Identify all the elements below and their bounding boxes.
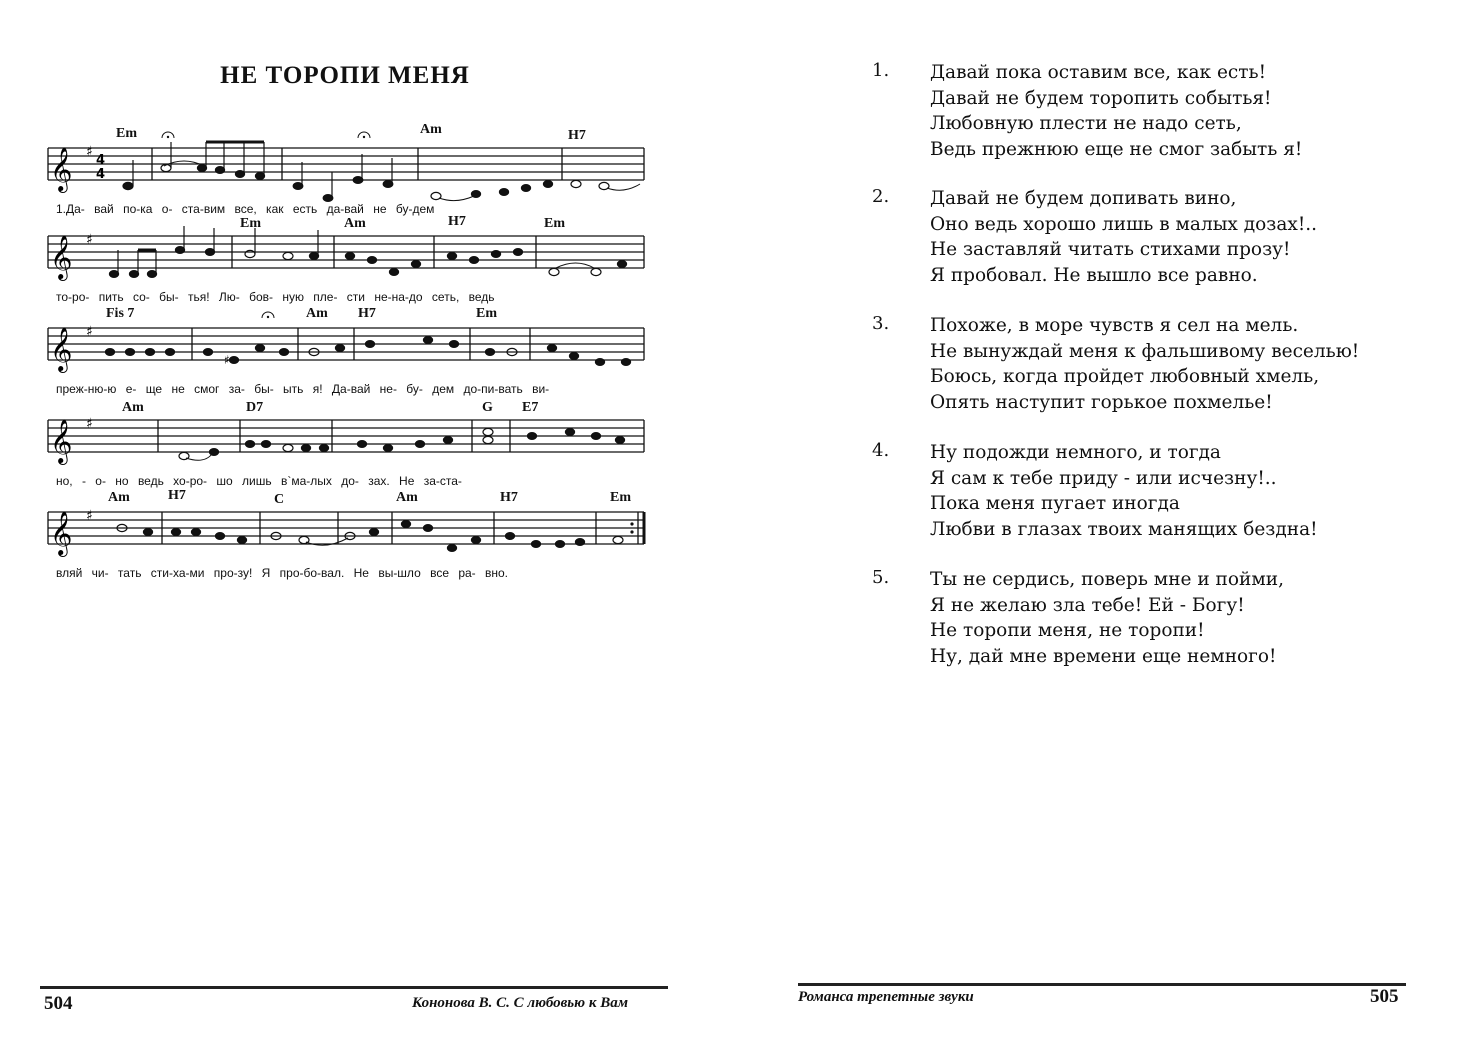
lyrics-line: но, - о- но ведь хо-ро- шо лишь в`ма-лых до- зах. Не за-ста- xyxy=(56,474,462,488)
music-system-5 xyxy=(44,484,652,580)
verse-line: Ты не сердись, поверь мне и пойми, xyxy=(930,569,1284,590)
chord-label: H7 xyxy=(448,214,466,229)
verse-number: 4. xyxy=(872,440,890,461)
chord-label: Am xyxy=(306,306,328,321)
lyrics-line: вляй чи- тать сти-ха-ми про-зу! Я про-бо-вал. Не вы-шло все ра- вно. xyxy=(56,566,509,580)
chord-label: Em xyxy=(544,216,565,231)
verse-line: Боюсь, когда пройдет любовный хмель, xyxy=(930,366,1320,387)
chord-label: H7 xyxy=(168,488,186,503)
verse-line: Не заставляй читать стихами прозу! xyxy=(930,239,1291,260)
chord-label: H7 xyxy=(358,306,376,321)
sharp-icon: ♯ xyxy=(86,508,93,524)
verse-line: Давай пока оставим все, как есть! xyxy=(930,62,1267,83)
verse-line: Давай не будем допивать вино, xyxy=(930,188,1237,209)
music-system-1 xyxy=(44,120,652,216)
staff-notation xyxy=(44,300,652,392)
chord-label: Fis 7 xyxy=(106,306,135,321)
verse-number: 1. xyxy=(872,60,890,81)
staff-notation xyxy=(44,208,652,300)
sharp-icon: ♯ xyxy=(86,232,93,248)
chord-label: E7 xyxy=(522,400,539,415)
svg-text:♯: ♯ xyxy=(224,353,230,367)
lyrics-line: то-ро- пить со- бы- тья! Лю- бов- ную пле- сти не-на-до сеть, ведь xyxy=(56,290,495,304)
treble-clef-icon: 𝄞 xyxy=(50,147,73,191)
treble-clef-icon: 𝄞 xyxy=(50,511,73,555)
treble-clef-icon: 𝄞 xyxy=(50,419,73,463)
verse-number: 2. xyxy=(872,186,890,207)
chord-label: Am xyxy=(108,490,130,505)
music-system-3 xyxy=(44,300,652,396)
verse-line: Опять наступит горькое похмелье! xyxy=(930,391,1273,413)
verse-line: Ну, дай мне времени еще немного! xyxy=(930,645,1277,667)
svg-text:4: 4 xyxy=(96,167,106,182)
chord-label: D7 xyxy=(246,400,264,415)
verse-number: 5. xyxy=(872,567,890,588)
chord-label: H7 xyxy=(500,490,518,505)
verse-line: Я сам к тебе приду - или исчезну!.. xyxy=(930,467,1277,489)
sharp-icon: ♯ xyxy=(86,416,93,432)
right-page xyxy=(732,0,1464,1058)
verse-line: Любви в глазах твоих манящих бездна! xyxy=(930,518,1318,540)
chord-label: Em xyxy=(116,126,137,141)
sharp-icon: ♯ xyxy=(86,324,93,340)
verse-line: Я не желаю зла тебе! Ей - Богу! xyxy=(930,594,1245,616)
staff-notation xyxy=(44,392,652,484)
chord-label: Am xyxy=(344,216,366,231)
verse-line: Давай не будем торопить событья! xyxy=(930,87,1272,109)
verse-line: Любовную плести не надо сеть, xyxy=(930,113,1242,134)
chord-label: Em xyxy=(476,306,497,321)
chord-label: Em xyxy=(240,216,261,231)
treble-clef-icon: 𝄞 xyxy=(50,327,73,371)
music-system-4 xyxy=(44,392,652,488)
page-number: 504 xyxy=(44,993,73,1014)
song-title: НЕ ТОРОПИ МЕНЯ xyxy=(220,62,470,89)
music-system-2 xyxy=(44,208,652,304)
svg-text:4: 4 xyxy=(96,153,106,168)
chord-label: Am xyxy=(420,122,442,137)
verse-line: Не вынуждай меня к фальшивому веселью! xyxy=(930,340,1360,362)
verse-line: Я пробовал. Не вышло все равно. xyxy=(930,264,1258,286)
footer-rule xyxy=(798,983,1406,986)
verse-line: Пока меня пугает иногда xyxy=(930,493,1180,514)
verse-line: Похоже, в море чувств я сел на мель. xyxy=(930,315,1299,336)
chord-label: Am xyxy=(122,400,144,415)
chord-label: Em xyxy=(610,490,631,505)
lyrics-line: преж-ню-ю е- ще не смог за- бы- ыть я! Да-вай не- бу- дем до-пи-вать ви- xyxy=(56,382,550,396)
running-title: Романса трепетные звуки xyxy=(798,989,974,1005)
treble-clef-icon: 𝄞 xyxy=(50,235,73,279)
sharp-icon: ♯ xyxy=(86,144,93,160)
footer-rule xyxy=(40,986,668,989)
lyrics-line: 1.Да- вай по-ка о- ста-вим все, как есть да-вай не бу-дем xyxy=(56,202,435,216)
staff-notation xyxy=(44,484,652,576)
verse-line: Оно ведь хорошо лишь в малых дозах!.. xyxy=(930,213,1318,235)
staff-notation xyxy=(44,120,652,212)
verse-line: Не торопи меня, не торопи! xyxy=(930,620,1205,641)
page-number: 505 xyxy=(1370,986,1399,1007)
verse-line: Ну подожди немного, и тогда xyxy=(930,442,1221,463)
verse-number: 3. xyxy=(872,313,890,334)
chord-label: G xyxy=(482,400,493,415)
verse-line: Ведь прежнюю еще не смог забыть я! xyxy=(930,138,1303,160)
running-title: Кононова В. С. С любовью к Вам xyxy=(412,995,628,1011)
chord-label: Am xyxy=(396,490,418,505)
chord-label: H7 xyxy=(568,128,586,143)
chord-label: C xyxy=(274,492,285,507)
